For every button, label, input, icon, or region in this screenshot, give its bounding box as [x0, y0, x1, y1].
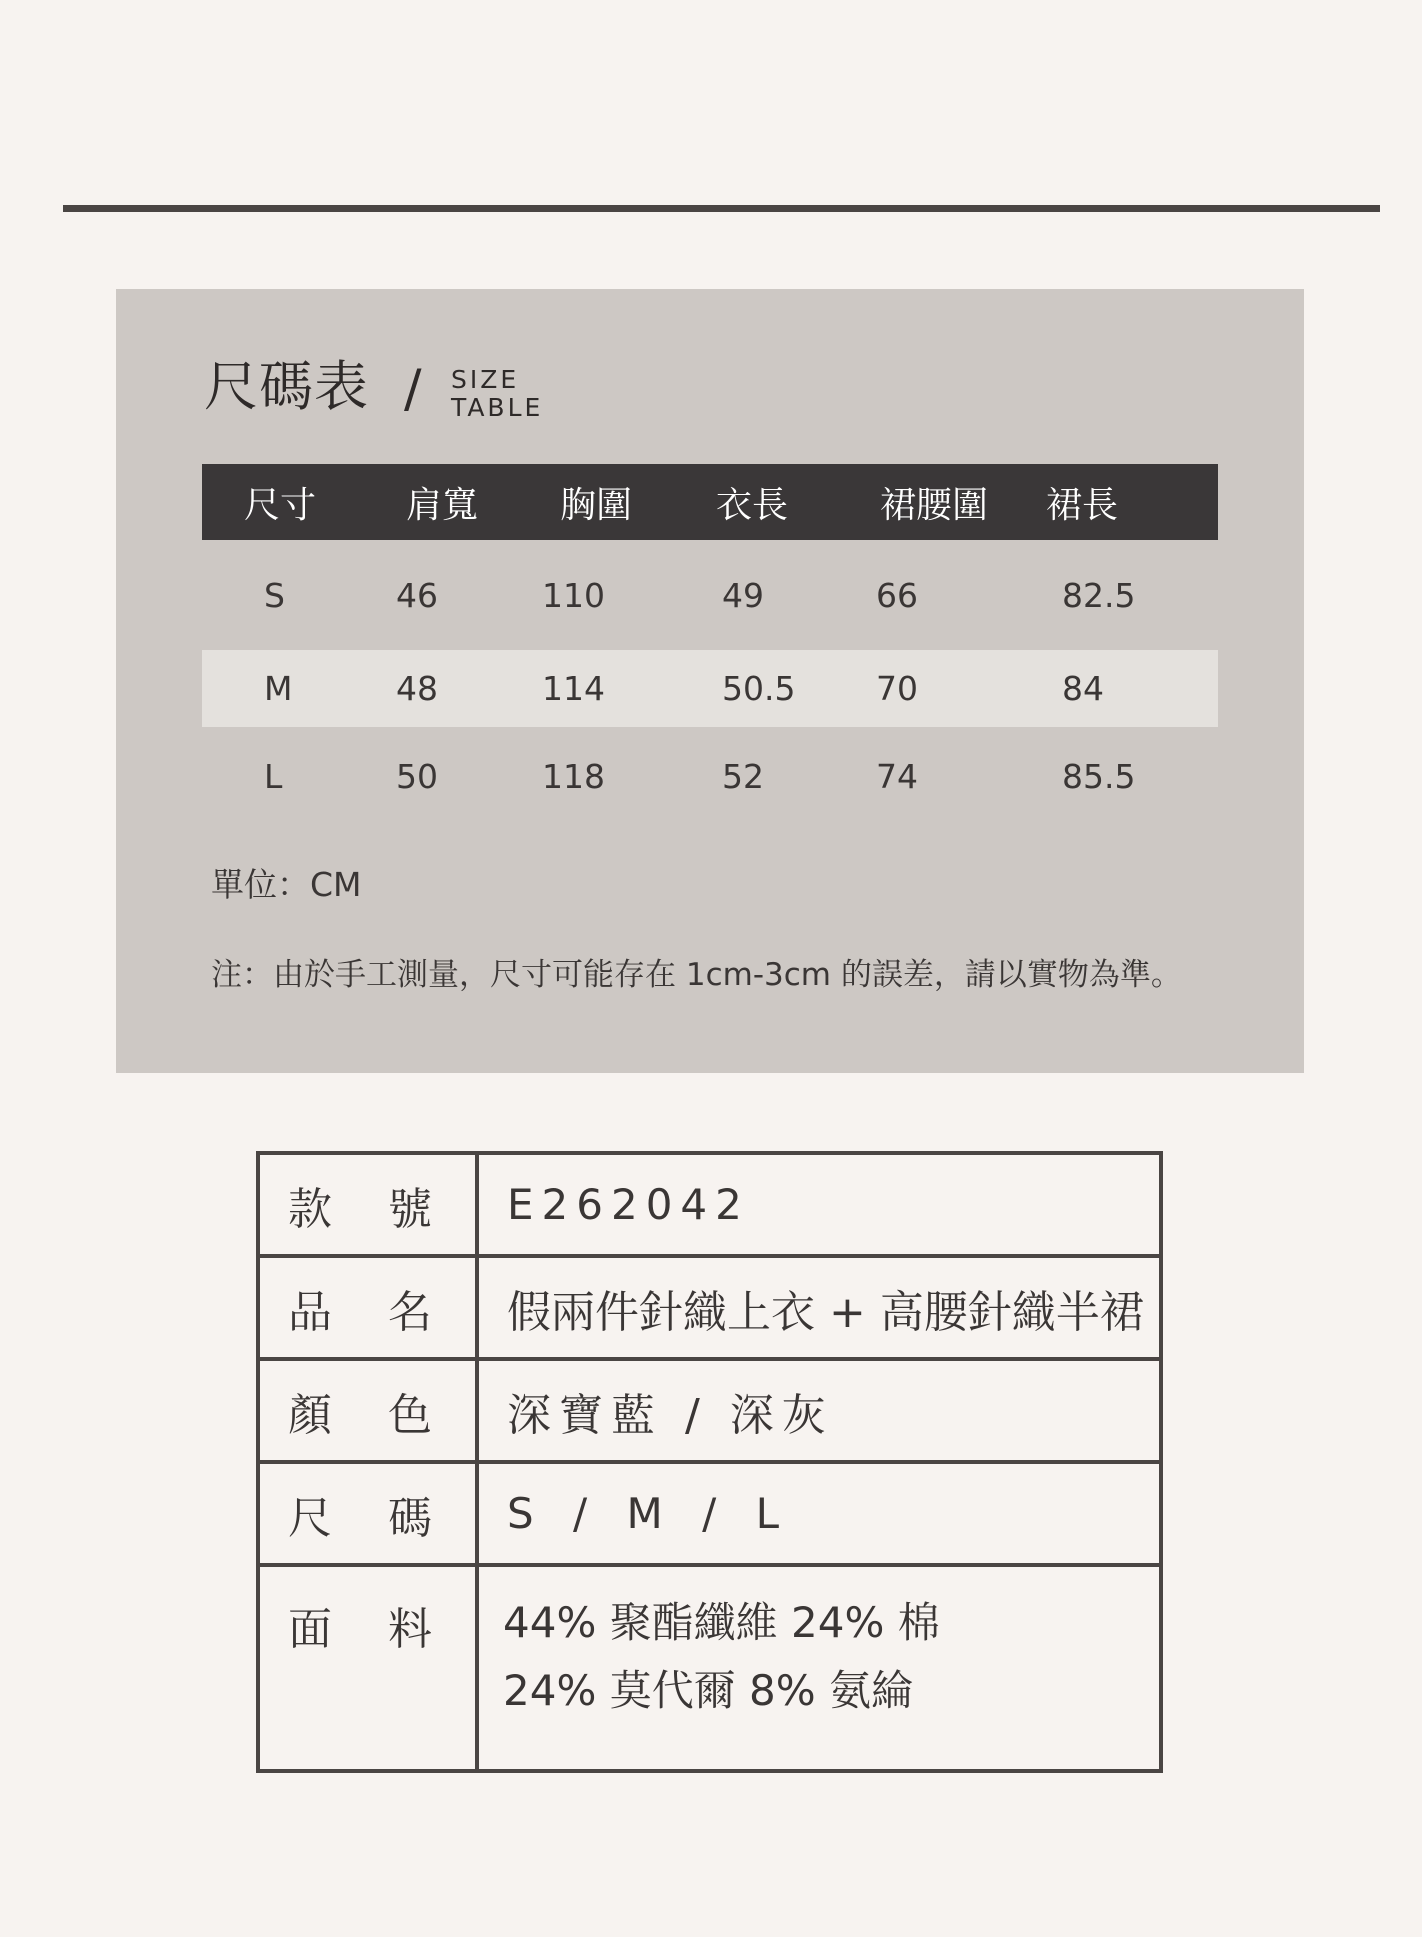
spec-row-color: [258, 1359, 1161, 1462]
header-shoulder: 肩寬: [364, 464, 518, 540]
unit-label: 單位：CM: [211, 865, 362, 904]
size-chart-panel: [116, 289, 1304, 1073]
size-chart-subtitle-line2: TABLE: [451, 393, 544, 422]
spec-value: [477, 1565, 1161, 1771]
cell-skirt-length: 85.5: [1062, 757, 1136, 796]
cell-skirt-length: 84: [1004, 650, 1218, 727]
cell-skirt-length: 82.5: [1062, 575, 1136, 615]
spec-label: 顏色: [258, 1359, 477, 1462]
cell-skirt-waist: 74: [876, 757, 918, 796]
spec-row-style-number: [258, 1153, 1161, 1256]
size-table-header-row: [202, 464, 1218, 540]
cell-top-length: 52: [722, 757, 764, 796]
top-divider: [63, 205, 1380, 212]
header-skirt-length: 裙長: [1004, 464, 1218, 540]
spec-value: E262042: [477, 1153, 1161, 1256]
cell-shoulder: 48: [364, 650, 518, 727]
cell-shoulder: 50: [396, 757, 438, 796]
cell-size: L: [264, 757, 283, 796]
cell-top-length: 50.5: [674, 650, 838, 727]
spec-value: 深寶藍 / 深灰: [477, 1359, 1161, 1462]
header-skirt-waist: 裙腰圍: [838, 464, 1004, 540]
measurement-note: 注：由於手工測量，尺寸可能存在 1cm-3cm 的誤差，請以實物為準。: [211, 957, 1182, 993]
spec-row-product-name: [258, 1256, 1161, 1359]
cell-size: M: [202, 650, 364, 727]
cell-shoulder: 46: [396, 575, 438, 615]
cell-top-length: 49: [722, 575, 764, 615]
spec-label: 尺碼: [258, 1462, 477, 1565]
size-chart-title: 尺碼表: [204, 355, 369, 418]
spec-label: 品名: [258, 1256, 477, 1359]
cell-skirt-waist: 66: [876, 575, 918, 615]
header-chest: 胸圍: [518, 464, 674, 540]
product-spec-table: [256, 1151, 1163, 1773]
spec-row-size: [258, 1462, 1161, 1565]
spec-value: S / M / L: [477, 1462, 1161, 1565]
table-row: [202, 727, 1218, 826]
spec-label: 面料: [258, 1565, 477, 1771]
cell-skirt-waist: 70: [838, 650, 1004, 727]
cell-chest: 118: [542, 757, 605, 796]
fabric-line-2: 24% 莫代爾 8% 氨綸: [503, 1666, 914, 1715]
header-size: 尺寸: [202, 464, 364, 540]
title-slash: /: [404, 359, 422, 419]
spec-label: 款號: [258, 1153, 477, 1256]
header-top-length: 衣長: [674, 464, 838, 540]
cell-size: S: [264, 575, 285, 615]
spec-value: 假兩件針織上衣 + 高腰針織半裙: [477, 1256, 1161, 1359]
fabric-line-1: 44% 聚酯纖維 24% 棉: [503, 1598, 940, 1647]
size-chart-subtitle-line1: SIZE: [451, 365, 520, 394]
table-row: [202, 650, 1218, 727]
table-row: [202, 540, 1218, 650]
spec-row-fabric: [258, 1565, 1161, 1771]
cell-chest: 110: [542, 575, 605, 615]
cell-chest: 114: [518, 650, 674, 727]
size-table: [202, 464, 1218, 826]
